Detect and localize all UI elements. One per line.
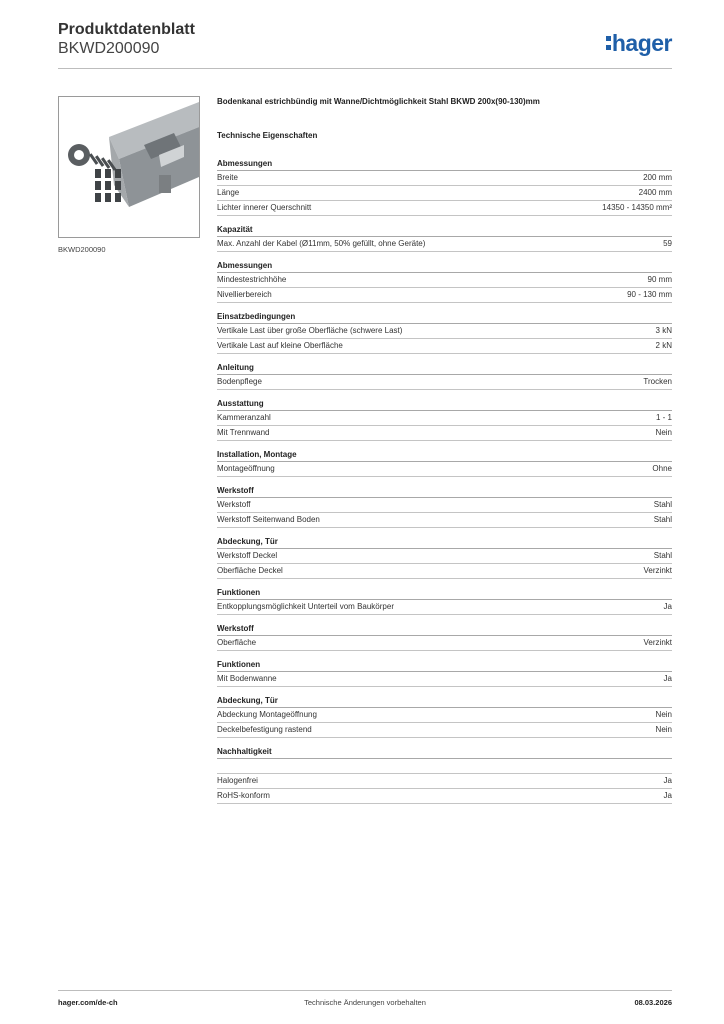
- property-label: RoHS-konform: [217, 791, 270, 800]
- hager-logo[interactable]: [606, 30, 672, 57]
- property-row: [217, 375, 672, 390]
- property-value: 1 - 1: [655, 413, 672, 422]
- property-label: Vertikale Last auf kleine Oberfläche: [217, 341, 343, 350]
- property-value: 14350 - 14350 mm²: [602, 203, 672, 212]
- property-value: 3 kN: [655, 326, 672, 335]
- property-label: Werkstoff: [217, 500, 251, 509]
- property-label: Nivellierbereich: [217, 290, 272, 299]
- property-row: [217, 237, 672, 252]
- section-title: Abmessungen: [217, 259, 672, 273]
- footer-date: 08.03.2026: [634, 998, 672, 1007]
- section-title: Installation, Montage: [217, 448, 672, 462]
- property-row: [217, 324, 672, 339]
- property-label: Mit Bodenwanne: [217, 674, 277, 683]
- header-divider: [58, 68, 672, 69]
- property-row: [217, 774, 672, 789]
- section-title: Funktionen: [217, 586, 672, 600]
- property-value: Verzinkt: [643, 566, 672, 575]
- property-label: Lichter innerer Querschnitt: [217, 203, 312, 212]
- property-section: [217, 310, 672, 354]
- footer-website-link[interactable]: hager.com/de-ch: [58, 998, 118, 1007]
- property-row: [217, 549, 672, 564]
- product-content: [217, 96, 672, 811]
- property-row: [217, 273, 672, 288]
- property-value: Ja: [663, 776, 672, 785]
- property-label: Mindestestrichhöhe: [217, 275, 287, 284]
- property-value: Stahl: [653, 515, 672, 524]
- property-section: [217, 745, 672, 804]
- property-section: [217, 694, 672, 738]
- product-image: [58, 96, 200, 238]
- page-footer: [58, 998, 672, 1010]
- footer-divider: [58, 990, 672, 991]
- property-label: Werkstoff Deckel: [217, 551, 278, 560]
- property-row: [217, 288, 672, 303]
- property-label: Länge: [217, 188, 240, 197]
- section-title: Abdeckung, Tür: [217, 694, 672, 708]
- property-row: [217, 789, 672, 804]
- logo-dots-icon: [606, 36, 611, 50]
- property-label: Werkstoff Seitenwand Boden: [217, 515, 320, 524]
- property-value: 2400 mm: [638, 188, 672, 197]
- property-value: 90 mm: [647, 275, 672, 284]
- property-section: [217, 157, 672, 216]
- property-section: [217, 259, 672, 303]
- property-section: [217, 622, 672, 651]
- property-value: Nein: [655, 428, 672, 437]
- section-title: Werkstoff: [217, 622, 672, 636]
- floor-duct-product-photo-icon: [59, 97, 199, 237]
- property-row: [217, 171, 672, 186]
- page-header: [58, 20, 672, 70]
- property-label: Kammeranzahl: [217, 413, 271, 422]
- section-title: Kapazität: [217, 223, 672, 237]
- property-value: Nein: [655, 725, 672, 734]
- section-title: Werkstoff: [217, 484, 672, 498]
- property-value: Ja: [663, 674, 672, 683]
- property-row: [217, 426, 672, 441]
- property-section: [217, 223, 672, 252]
- image-caption: BKWD200090: [58, 245, 106, 254]
- property-value: 2 kN: [655, 341, 672, 350]
- property-label: Halogenfrei: [217, 776, 258, 785]
- property-value: 200 mm: [643, 173, 672, 182]
- property-label: Entkopplungsmöglichkeit Unterteil vom Baukörper: [217, 602, 394, 611]
- property-value: 90 - 130 mm: [627, 290, 672, 299]
- footer-disclaimer: Technische Änderungen vorbehalten: [304, 998, 426, 1007]
- property-row: [217, 411, 672, 426]
- property-section: [217, 535, 672, 579]
- property-row: [217, 498, 672, 513]
- property-row: [217, 513, 672, 528]
- section-title: Anleitung: [217, 361, 672, 375]
- property-label: Abdeckung Montageöffnung: [217, 710, 317, 719]
- property-row: [217, 462, 672, 477]
- logo-text: hager: [611, 30, 672, 56]
- property-section: [217, 361, 672, 390]
- property-label: Max. Anzahl der Kabel (Ø11mm, 50% gefüllt, ohne Geräte): [217, 239, 426, 248]
- section-title: Abmessungen: [217, 157, 672, 171]
- property-label: Oberfläche Deckel: [217, 566, 283, 575]
- property-row: [217, 600, 672, 615]
- property-value: Trocken: [643, 377, 672, 386]
- property-value: 59: [663, 239, 672, 248]
- property-row: [217, 759, 672, 774]
- property-section: [217, 658, 672, 687]
- property-value: Ja: [663, 602, 672, 611]
- document-title: Produktdatenblatt: [58, 21, 195, 38]
- property-value: Nein: [655, 710, 672, 719]
- property-row: [217, 339, 672, 354]
- property-row: [217, 636, 672, 651]
- property-section: [217, 448, 672, 477]
- property-label: Bodenpflege: [217, 377, 262, 386]
- section-title: Einsatzbedingungen: [217, 310, 672, 324]
- property-value: Ja: [663, 791, 672, 800]
- property-row: [217, 708, 672, 723]
- property-row: [217, 564, 672, 579]
- property-row: [217, 186, 672, 201]
- tech-properties-heading: Technische Eigenschaften: [217, 131, 318, 140]
- property-label: Breite: [217, 173, 238, 182]
- property-label: Mit Trennwand: [217, 428, 270, 437]
- property-section: [217, 397, 672, 441]
- product-description: Bodenkanal estrichbündig mit Wanne/Dichtmöglichkeit Stahl BKWD 200x(90-130)mm: [217, 97, 540, 106]
- section-title: Ausstattung: [217, 397, 672, 411]
- property-row: [217, 201, 672, 216]
- property-section: [217, 586, 672, 615]
- property-value: Stahl: [653, 500, 672, 509]
- properties-list: [217, 157, 672, 804]
- property-row: [217, 672, 672, 687]
- section-title: Abdeckung, Tür: [217, 535, 672, 549]
- property-section: [217, 484, 672, 528]
- property-label: Oberfläche: [217, 638, 257, 647]
- section-title: Funktionen: [217, 658, 672, 672]
- product-code: BKWD200090: [58, 40, 160, 57]
- property-value: Ohne: [652, 464, 672, 473]
- property-row: [217, 723, 672, 738]
- property-label: Montageöffnung: [217, 464, 275, 473]
- section-title: Nachhaltigkeit: [217, 745, 672, 759]
- property-label: Deckelbefestigung rastend: [217, 725, 312, 734]
- property-value: Stahl: [653, 551, 672, 560]
- property-label: Vertikale Last über große Oberfläche (schwere Last): [217, 326, 403, 335]
- property-value: Verzinkt: [643, 638, 672, 647]
